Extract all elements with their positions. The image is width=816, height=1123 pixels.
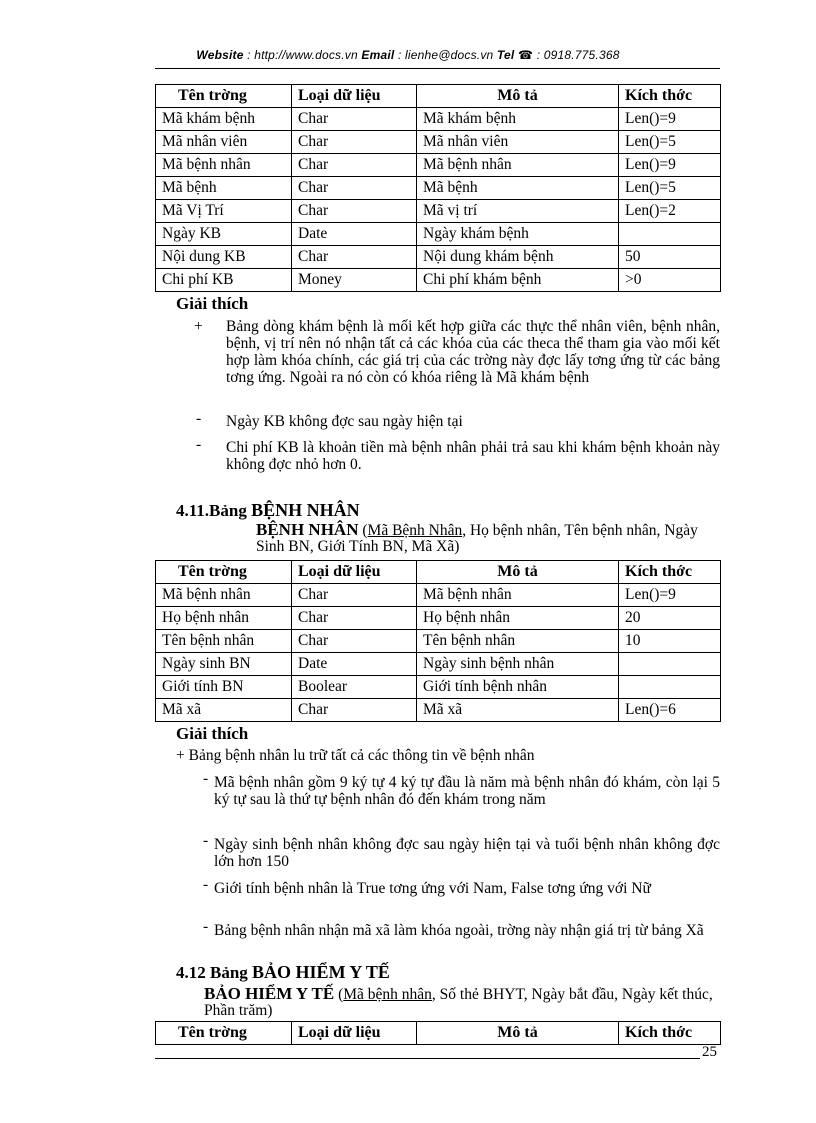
table-row bbox=[156, 653, 721, 676]
explain2-bullet-2: Ngày sinh bệnh nhân không đợc sau ngày hiện tại và tuổi bệnh nhân không đợc lớn hơn 150 bbox=[214, 836, 720, 870]
relation-schema-benh-nhan bbox=[256, 522, 720, 555]
relation-entity: BỆNH NHÂN bbox=[256, 520, 359, 539]
cell: Boolear bbox=[292, 676, 417, 699]
explain2-title: Giải thích bbox=[176, 724, 249, 743]
exam-table bbox=[155, 84, 721, 292]
relation-open: ( bbox=[358, 522, 368, 539]
cell: Giới tính BN bbox=[156, 676, 292, 699]
col-header-size: Kích thớc bbox=[619, 561, 721, 584]
col-header-field: Tên trờng bbox=[156, 561, 292, 584]
dash-marker: - bbox=[203, 918, 209, 935]
cell: Money bbox=[292, 269, 417, 292]
relation-key: Mã bệnh nhân bbox=[343, 986, 432, 1003]
col-header-field: Tên trờng bbox=[156, 85, 292, 108]
cell: Char bbox=[292, 584, 417, 607]
col-header-type: Loại dữ liệu bbox=[292, 561, 417, 584]
cell: Chi phí KB bbox=[156, 269, 292, 292]
explain2-bullet-4: Bảng bệnh nhân nhận mã xã làm khóa ngoài, trờng này nhận giá trị từ bảng Xã bbox=[214, 922, 704, 939]
cell: 50 bbox=[619, 246, 721, 269]
table-header-row bbox=[156, 561, 721, 584]
explain1-paragraph: Bảng dòng khám bệnh là mối kết hợp giữa các thực thể nhân viên, bệnh nhân, bệnh, vị trí nên nó nhận tất cả các khóa của các theca thể tham gia vào mối kết hợp làm khóa chính, các giá trị của các trờng này đợc lấy tơng ứng từ các bảng tơng ứng. Ngoài ra nó còn có khóa riêng là Mã khám bệnh bbox=[226, 318, 720, 386]
col-header-type: Loại dữ liệu bbox=[292, 1022, 417, 1045]
explain2-bullet-3: Giới tính bệnh nhân là True tơng ứng với Nam, False tơng ứng với Nữ bbox=[214, 880, 651, 897]
cell: Tên bệnh nhân bbox=[417, 630, 619, 653]
cell: Len()=5 bbox=[619, 177, 721, 200]
cell: Char bbox=[292, 699, 417, 722]
cell: 10 bbox=[619, 630, 721, 653]
section-4-11-heading bbox=[176, 500, 360, 521]
email-label: Email bbox=[361, 48, 395, 62]
cell: Họ bệnh nhân bbox=[156, 607, 292, 630]
dash-marker: - bbox=[203, 770, 209, 787]
footer-divider bbox=[155, 1058, 700, 1059]
cell bbox=[619, 676, 721, 699]
cell: Mã khám bệnh bbox=[417, 108, 619, 131]
patient-table bbox=[155, 560, 721, 722]
table-row bbox=[156, 246, 721, 269]
cell: Ngày sinh bệnh nhân bbox=[417, 653, 619, 676]
cell: Mã bệnh nhân bbox=[417, 584, 619, 607]
cell: Date bbox=[292, 653, 417, 676]
explain1-title: Giải thích bbox=[176, 294, 249, 313]
cell: Mã nhân viên bbox=[417, 131, 619, 154]
table-row bbox=[156, 108, 721, 131]
cell: Len()=9 bbox=[619, 154, 721, 177]
cell: >0 bbox=[619, 269, 721, 292]
cell: Ngày sinh BN bbox=[156, 653, 292, 676]
cell: Len()=9 bbox=[619, 108, 721, 131]
section-table-name: BỆNH NHÂN bbox=[251, 500, 360, 520]
section-number: 4.12 Bảng bbox=[176, 963, 248, 982]
col-header-desc: Mô tả bbox=[417, 1022, 619, 1045]
cell: Nội dung khám bệnh bbox=[417, 246, 619, 269]
cell: Mã bệnh nhân bbox=[156, 154, 292, 177]
cell: Nội dung KB bbox=[156, 246, 292, 269]
cell: Giới tính bệnh nhân bbox=[417, 676, 619, 699]
cell: Mã xã bbox=[156, 699, 292, 722]
dash-marker: - bbox=[203, 832, 209, 849]
page-number: 25 bbox=[702, 1044, 717, 1060]
cell: Char bbox=[292, 131, 417, 154]
cell bbox=[619, 653, 721, 676]
relation-key: Mã Bệnh Nhân bbox=[367, 522, 463, 539]
cell: Chi phí khám bệnh bbox=[417, 269, 619, 292]
table-row bbox=[156, 131, 721, 154]
table-row bbox=[156, 223, 721, 246]
relation-attributes: , Số thẻ BHYT, Ngày bắt đầu, Ngày kết thúc, Phần trăm) bbox=[204, 986, 713, 1019]
table-row bbox=[156, 607, 721, 630]
cell: Char bbox=[292, 630, 417, 653]
table-row bbox=[156, 269, 721, 292]
explain1-bullet-1: Ngày KB không đợc sau ngày hiện tại bbox=[226, 413, 463, 430]
cell: Mã Vị Trí bbox=[156, 200, 292, 223]
cell: Len()=9 bbox=[619, 584, 721, 607]
table-row bbox=[156, 699, 721, 722]
table-row bbox=[156, 630, 721, 653]
table-row bbox=[156, 177, 721, 200]
col-header-size: Kích thớc bbox=[619, 85, 721, 108]
cell bbox=[619, 223, 721, 246]
cell: Mã bệnh nhân bbox=[417, 154, 619, 177]
cell: Char bbox=[292, 108, 417, 131]
explain2-bullet-1: Mã bệnh nhân gồm 9 ký tự 4 ký tự đầu là năm mà bệnh nhân đó khám, còn lại 5 ký tự sau là thứ tự bệnh nhân đó đến khám trong năm bbox=[214, 774, 720, 808]
relation-attributes: , Họ bệnh nhân, Tên bệnh nhân, Ngày Sinh BN, Giới Tính BN, Mã Xã) bbox=[256, 522, 698, 555]
tel-label: Tel bbox=[496, 48, 515, 62]
cell: Mã bệnh bbox=[156, 177, 292, 200]
col-header-type: Loại dữ liệu bbox=[292, 85, 417, 108]
section-table-name: BẢO HIỂM Y TẾ bbox=[252, 962, 390, 982]
email-value: : lienhe@docs.vn bbox=[397, 48, 494, 62]
relation-open: ( bbox=[334, 986, 344, 1003]
website-label: Website bbox=[196, 48, 244, 62]
website-value: : http://www.docs.vn bbox=[247, 48, 358, 62]
explain1-bullet-2: Chi phí KB là khoản tiền mà bệnh nhân phải trả sau khi khám bệnh khoản này không đợc nhỏ hơn 0. bbox=[226, 439, 720, 473]
relation-entity: BẢO HIỂM Y TẾ bbox=[204, 984, 335, 1003]
bhyt-table bbox=[155, 1021, 721, 1045]
cell: Mã bệnh nhân bbox=[156, 584, 292, 607]
cell: Mã nhân viên bbox=[156, 131, 292, 154]
header-divider bbox=[155, 68, 720, 69]
table-row bbox=[156, 676, 721, 699]
col-header-field: Tên trờng bbox=[156, 1022, 292, 1045]
col-header-desc: Mô tả bbox=[417, 85, 619, 108]
cell: Len()=6 bbox=[619, 699, 721, 722]
explain2-intro: + Bảng bệnh nhân lu trữ tất cả các thông tin về bệnh nhân bbox=[176, 747, 535, 764]
cell: Mã vị trí bbox=[417, 200, 619, 223]
cell: Ngày khám bệnh bbox=[417, 223, 619, 246]
table-header-row bbox=[156, 85, 721, 108]
relation-schema-bhyt bbox=[204, 986, 720, 1019]
cell: Char bbox=[292, 246, 417, 269]
section-number: 4.11.Bảng bbox=[176, 501, 247, 520]
table-row bbox=[156, 154, 721, 177]
cell: Họ bệnh nhân bbox=[417, 607, 619, 630]
cell: Mã xã bbox=[417, 699, 619, 722]
cell: 20 bbox=[619, 607, 721, 630]
cell: Char bbox=[292, 200, 417, 223]
tel-value: ☎ : 0918.775.368 bbox=[518, 48, 620, 62]
dash-marker: - bbox=[196, 436, 202, 453]
table-header-row bbox=[156, 1022, 721, 1045]
table-row bbox=[156, 200, 721, 223]
cell: Char bbox=[292, 607, 417, 630]
cell: Len()=5 bbox=[619, 131, 721, 154]
dash-marker: - bbox=[203, 876, 209, 893]
cell: Mã bệnh bbox=[417, 177, 619, 200]
page-header bbox=[0, 48, 816, 62]
dash-marker: - bbox=[196, 410, 202, 427]
cell: Char bbox=[292, 154, 417, 177]
cell: Mã khám bệnh bbox=[156, 108, 292, 131]
cell: Date bbox=[292, 223, 417, 246]
cell: Len()=2 bbox=[619, 200, 721, 223]
plus-marker: + bbox=[194, 318, 203, 335]
cell: Char bbox=[292, 177, 417, 200]
cell: Ngày KB bbox=[156, 223, 292, 246]
section-4-12-heading bbox=[176, 962, 390, 983]
cell: Tên bệnh nhân bbox=[156, 630, 292, 653]
col-header-desc: Mô tả bbox=[417, 561, 619, 584]
col-header-size: Kích thớc bbox=[619, 1022, 721, 1045]
table-row bbox=[156, 584, 721, 607]
